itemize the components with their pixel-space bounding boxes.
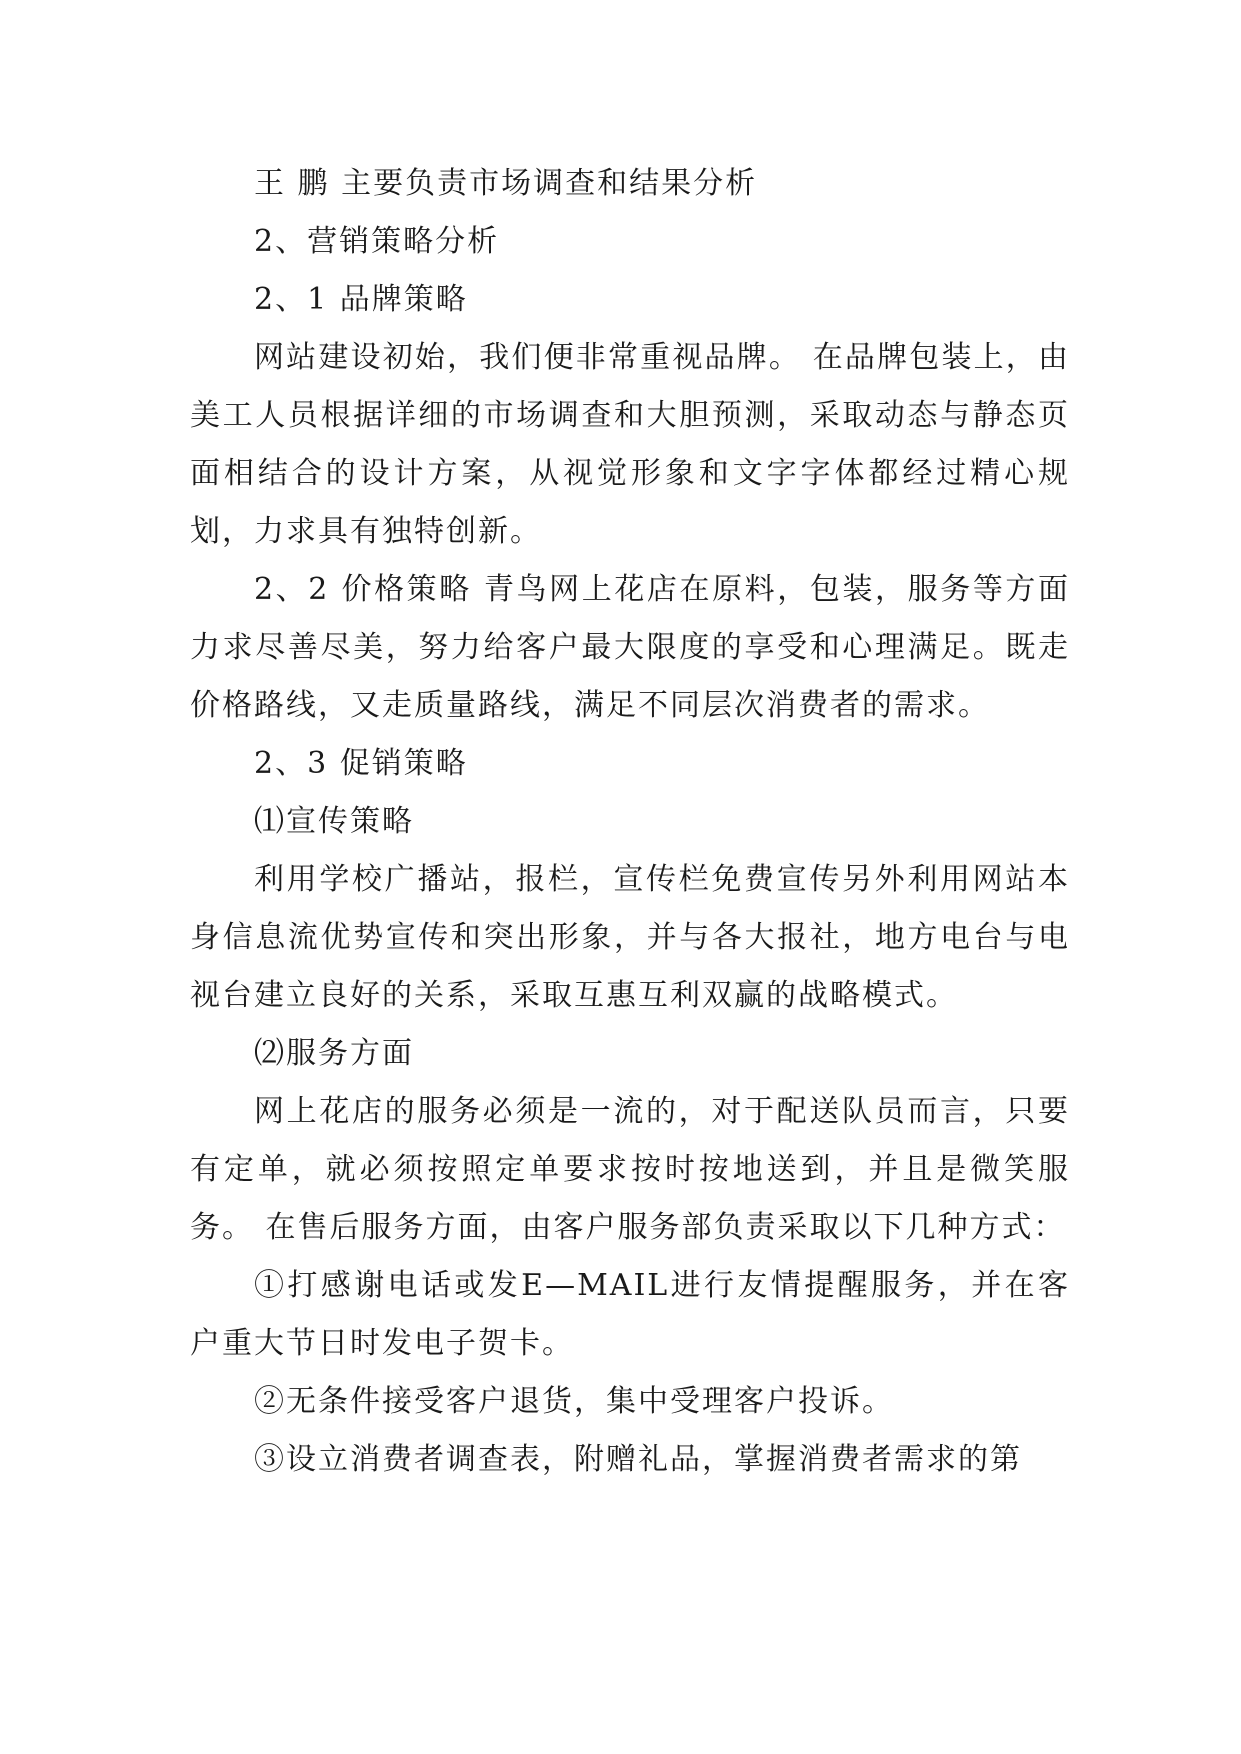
- paragraph-brand-strategy: 网站建设初始，我们便非常重视品牌。 在品牌包装上，由美工人员根据详细的市场调查和大胆预测，采取动态与静态页面相结合的设计方案，从视觉形象和文字字体都经过精心规划，力求具有独特创新。: [190, 340, 1070, 549]
- list-item-2: ②无条件接受客户退货，集中受理客户投诉。: [254, 1384, 894, 1419]
- paragraph-service: 网上花店的服务必须是一流的，对于配送队员而言，只要有定单，就必须按照定单要求按时按地送到，并且是微笑服务。 在售后服务方面，由客户服务部负责采取以下几种方式：: [190, 1094, 1070, 1245]
- heading-service: ⑵服务方面: [254, 1036, 414, 1071]
- list-item-3: ③设立消费者调查表，附赠礼品，掌握消费者需求的第: [254, 1442, 1022, 1477]
- heading-brand-strategy: 2、1 品牌策略: [254, 282, 468, 317]
- document-body: [190, 155, 1070, 1489]
- paragraph-member-wang-peng: 王 鹏 主要负责市场调查和结果分析: [254, 166, 758, 201]
- paragraph-price-strategy: 2、2 价格策略 青鸟网上花店在原料，包装，服务等方面力求尽善尽美，努力给客户最大限度的享受和心理满足。既走价格路线，又走质量路线，满足不同层次消费者的需求。: [190, 572, 1070, 723]
- heading-promotion-strategy: 2、3 促销策略: [254, 746, 468, 781]
- heading-publicity-strategy: ⑴宣传策略: [254, 804, 414, 839]
- heading-marketing-strategy: 2、营销策略分析: [254, 224, 500, 259]
- list-item-1: ①打感谢电话或发E—MAIL进行友情提醒服务，并在客户重大节日时发电子贺卡。: [190, 1268, 1070, 1361]
- paragraph-publicity-strategy: 利用学校广播站，报栏，宣传栏免费宣传另外利用网站本身信息流优势宣传和突出形象，并与各大报社，地方电台与电视台建立良好的关系，采取互惠互利双赢的战略模式。: [190, 862, 1070, 1013]
